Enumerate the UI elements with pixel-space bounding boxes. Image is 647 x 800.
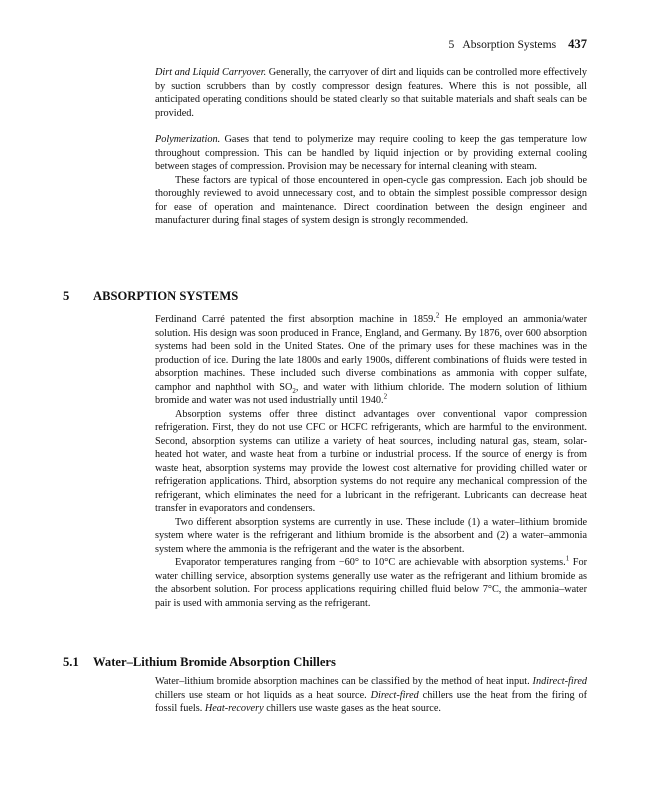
paragraph-factors: These factors are typical of those encountered in open-cycle gas compression. Each job should be thoroughly reviewed to avoid unnecessary cost, and to obtain the simplest possible compressor design for ease of operation and maintenance. Direct coordination between the design engineer and manufacturer during final stages of system design is strongly recommended. [155,174,587,226]
paragraph-heat-input [155,675,587,716]
runin-heading-polymerization: Polymerization. [155,134,221,145]
section-title: ABSORPTION SYSTEMS [93,289,239,303]
paragraph-text: Evaporator temperatures ranging from −60° to 10°C are achievable with absorption systems. [175,557,566,568]
citation-superscript: 1 [565,554,570,563]
paragraph-text: Water–lithium bromide absorption machines can be classified by the method of heat input. [155,676,533,687]
section-heading-absorption-systems [63,288,238,304]
page-number: 437 [568,37,587,51]
paragraph-text: Gases that tend to polymerize may require cooling to keep the gas temperature low throughout compression. This can be handled by liquid injection or by providing external cooling between stages of compression. Provision may be necessary for internal cleaning with steam. [155,134,587,172]
chemical-subscript: 2 [292,386,296,395]
citation-superscript: 2 [383,392,388,401]
paragraph-text: , and water with lithium chloride. The modern solution of lithium bromide and water was not used industrially until 1940. [155,381,587,406]
subsection-title: Water–Lithium Bromide Absorption Chillers [93,655,336,669]
subsection-water-lithium-bromide-body [155,675,587,716]
running-head-title: 5 Absorption Systems [448,38,557,51]
paragraph-text: For water chilling service, absorption systems generally use water as the refrigerant and lithium bromide as the absorbent solution. For process applications requiring chilled fluid below 7°C, the ammonia–water pair is used with ammonia serving as the refrigerant. [155,557,587,609]
term-direct-fired: Direct-fired [370,689,419,701]
paragraph-text: Ferdinand Carré patented the first absorption machine in 1859. [155,314,436,325]
paragraph-system-types: Two different absorption systems are currently in use. These include (1) a water–lithium bromide system where water is the refrigerant and lithium bromide is the absorbent and (2) a water–ammonia system where the ammonia is the refrigerant and the water is the absorbent. [155,516,587,555]
paragraph-polymerization [155,133,587,174]
paragraph-text: He employed an ammonia/water solution. His design was soon produced in France, England, and Germany. By 1876, over 600 absorption systems had been sold in the United States. One of the primary uses for these machines was in the production of ice. During the late 1800s and early 1900s, different combinations of fluids were tested in absorption machines. These included such diverse combinations as ammonia with copper sulfate, camphor and naphthol with SO [155,314,587,393]
paragraph-text: Generally, the carryover of dirt and liquids can be controlled more effectively by suction scrubbers than by costly compressor design features. Where this is not possible, all anticipated operating conditions should be stated clearly so that suitable materials and shaft seals can be provided. [155,67,587,119]
paragraph-evaporator-temps [155,556,587,610]
section-absorption-systems-body [155,313,587,610]
compression-considerations [155,66,587,228]
section-number: 5 [63,289,70,303]
paragraph-advantages: Absorption systems offer three distinct advantages over conventional vapor compression refrigeration. First, they do not use CFC or HCFC refrigerants, which are harmful to the environment. Second, absorption systems can utilize a variety of heat sources, including natural gas, steam, solar-heated hot water, and waste heat from a turbine or industrial process. If the source of energy is from waste heat, absorption systems may provide the lowest cost alternative for providing chilled water or refrigeration applications. Third, absorption systems do not require any mechanical compression of the refrigerant, which eliminates the need for a lubricant in the refrigerant. Lubricants can decrease heat transfer in evaporators and condensers. [155,408,587,514]
paragraph-text: chillers use steam or hot liquids as a heat source. [155,689,371,701]
paragraph-history [155,313,587,408]
citation-superscript: 2 [435,311,440,320]
subsection-number: 5.1 [63,655,79,669]
paragraph-text: chillers use the heat from the firing of fossil fuels. [155,689,587,714]
runin-heading-dirt: Dirt and Liquid Carryover. [155,67,267,78]
term-heat-recovery: Heat-recovery [204,703,264,714]
running-head [155,36,587,53]
subsection-heading-water-lithium-bromide [63,654,336,670]
term-indirect-fired: Indirect-fired [532,676,587,687]
paragraph-dirt-carryover [155,66,587,120]
paragraph-text: chillers use waste gases as the heat source. [263,703,441,714]
